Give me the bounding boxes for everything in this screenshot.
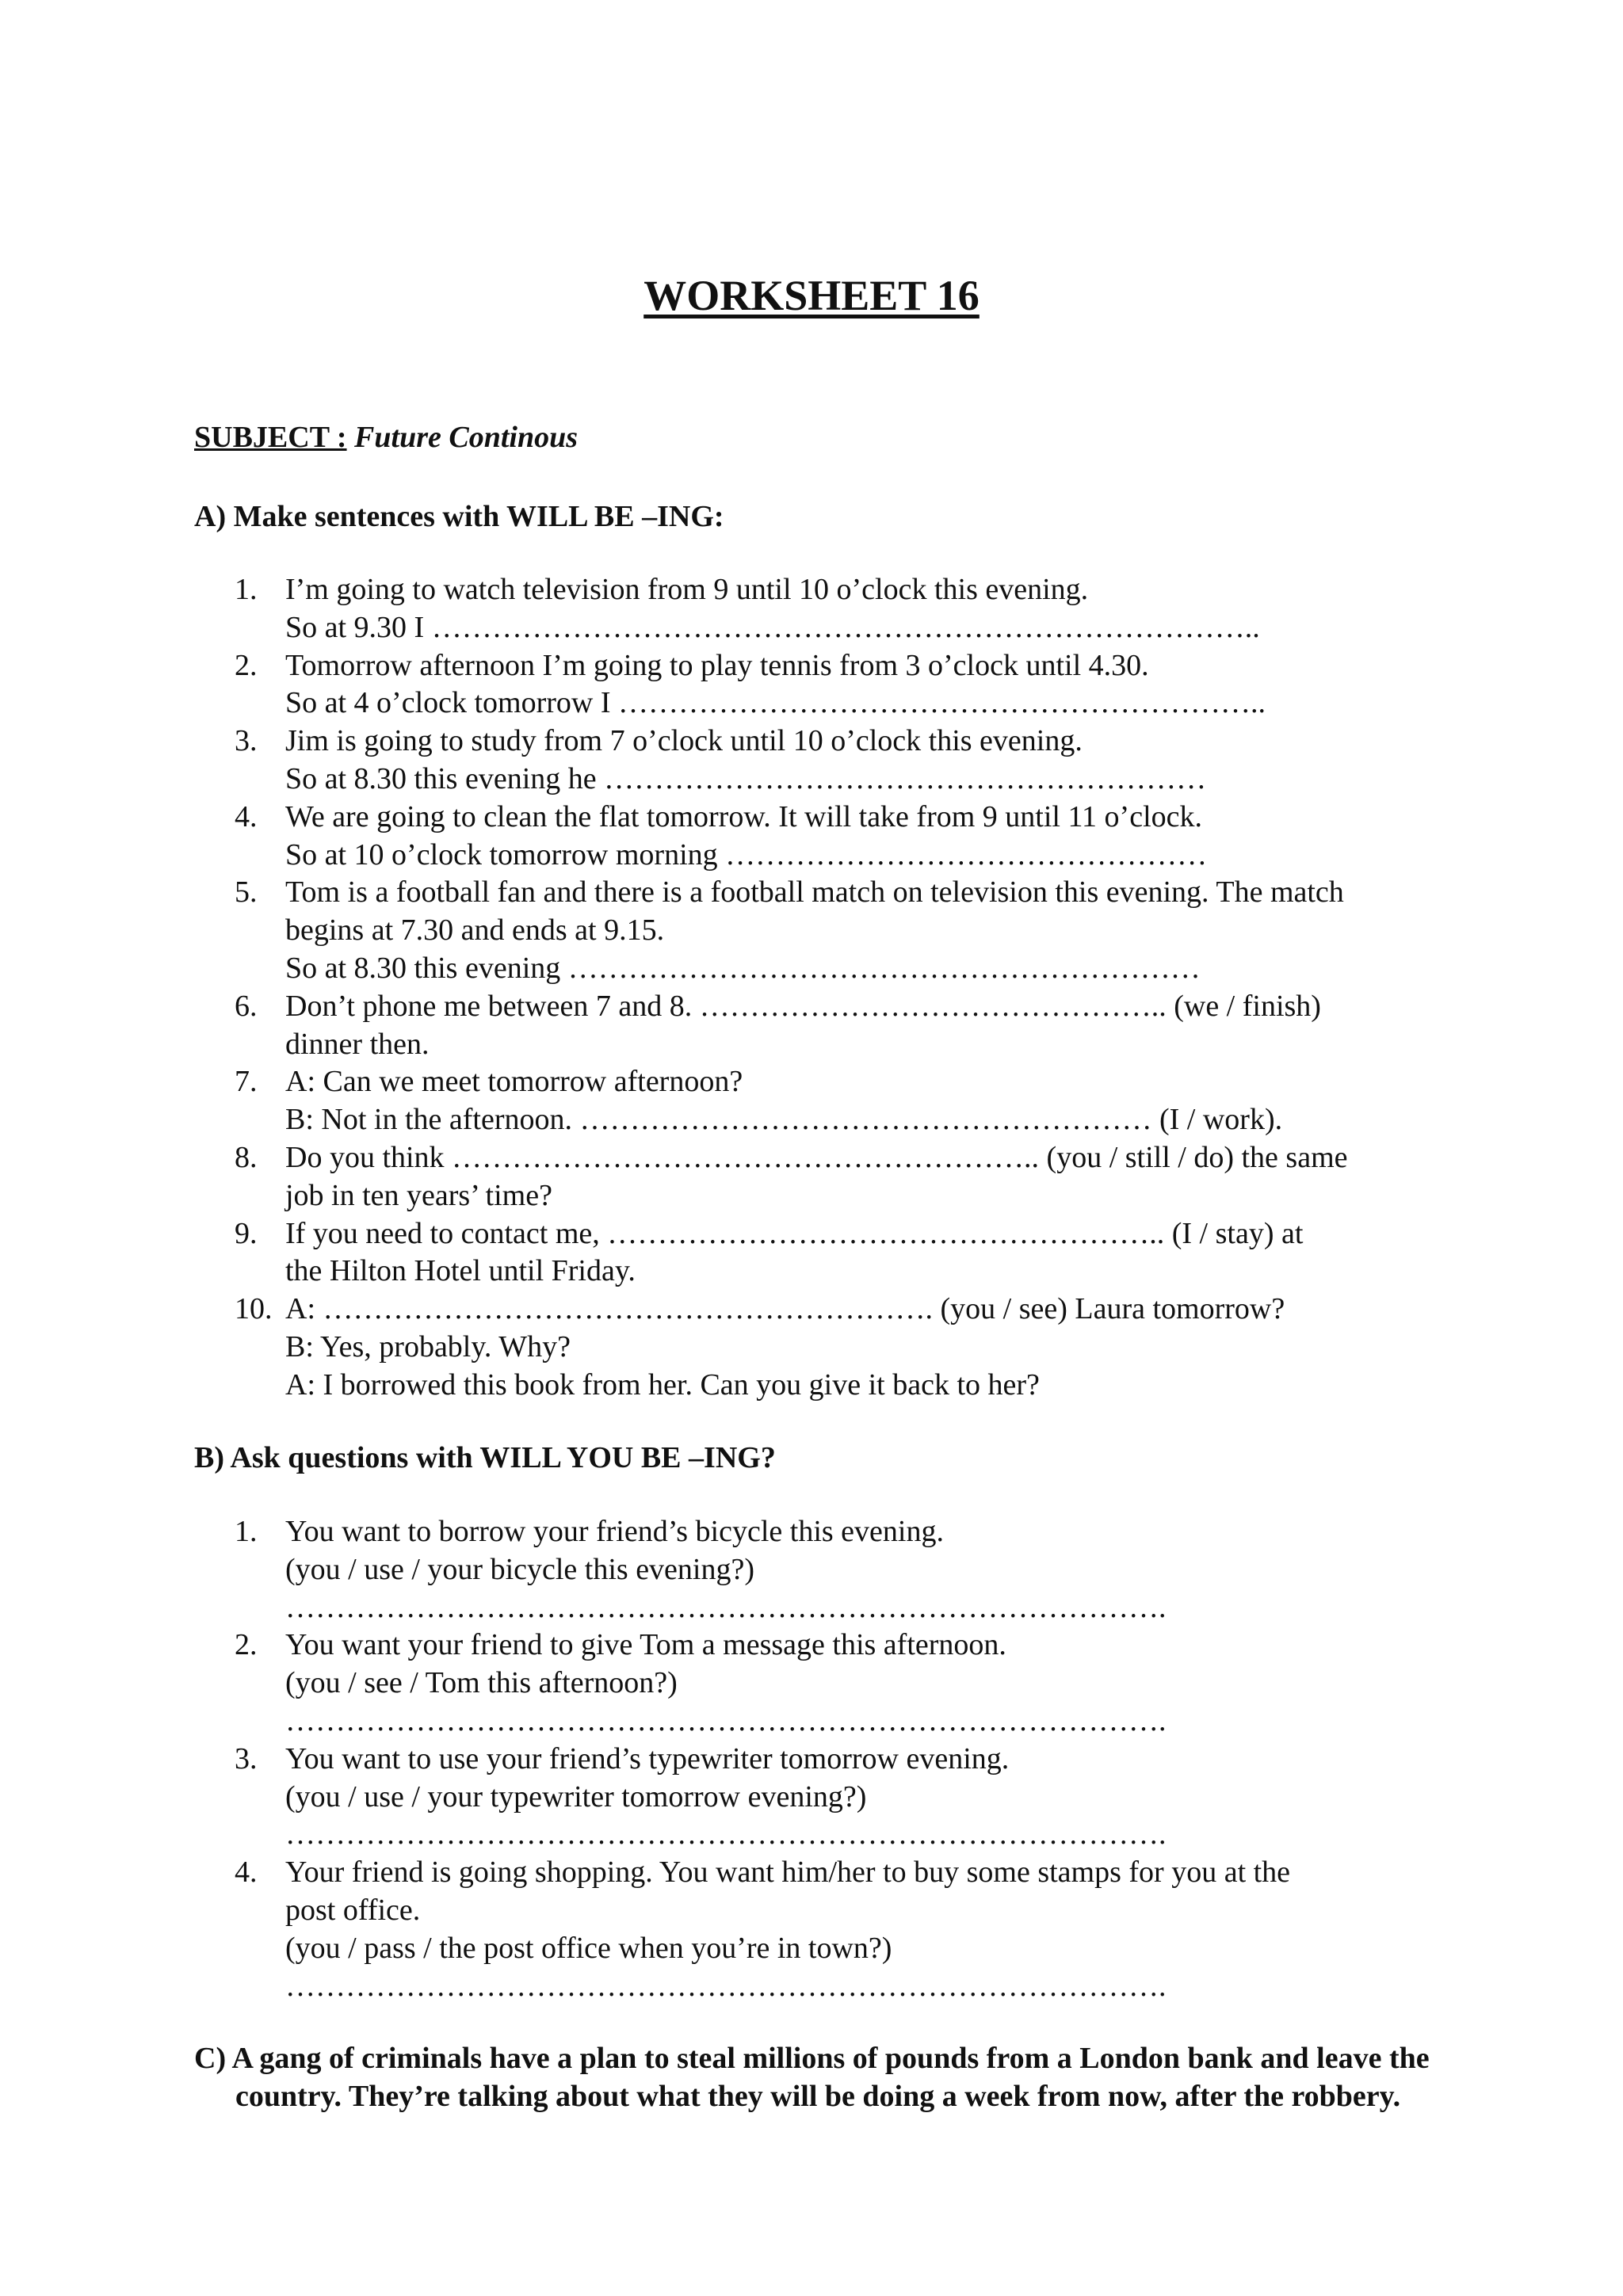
subject-label: SUBJECT : (194, 421, 347, 454)
section-a-heading: A) Make sentences with WILL BE –ING: (194, 500, 724, 533)
section_a-item-number: 7. (235, 1065, 258, 1099)
section_a-item-number: 8. (235, 1140, 258, 1174)
section_a-item-line: We are going to clean the flat tomorrow. It will take from 9 until 11 o’clock. (285, 799, 1202, 833)
section_a-item-line: So at 4 o’clock tomorrow I ……………………………………………………….. (285, 686, 1266, 720)
section_a-item-number: 6. (235, 989, 258, 1023)
section_b-item-line: (you / see / Tom this afternoon?) (285, 1666, 678, 1700)
section_b-item-line: You want your friend to give Tom a message this afternoon. (285, 1628, 1006, 1662)
section-b-list (0, 1513, 1623, 2005)
section_a-item-line: So at 8.30 this evening he …………………………………………………… (285, 761, 1207, 795)
section_b-item (0, 1854, 1482, 2005)
section_a-item-number: 10. (235, 1292, 273, 1326)
section_a-item-line: Tom is a football fan and there is a football match on television this evening. The match (285, 875, 1344, 910)
section-c-heading: C) A gang of criminals have a plan to steal millions of pounds from a London bank and leave the country. They’re talking about what they will be doing a week from now, after the robbery. (194, 2042, 1430, 2113)
section_a-item-number: 9. (235, 1216, 258, 1250)
section_a-item-number: 4. (235, 799, 258, 833)
section_b-item-line: ……………………………………………………………………………. (285, 1817, 1167, 1852)
section_b-item-line: (you / pass / the post office when you’re in town?) (285, 1931, 892, 1965)
section_a-item-line: B: Not in the afternoon. ………………………………………………… (I / work). (285, 1103, 1283, 1137)
section_a-item-number: 3. (235, 724, 258, 758)
section-b-heading: B) Ask questions with WILL YOU BE –ING? (194, 1441, 776, 1474)
section_a-item-line: the Hilton Hotel until Friday. (285, 1254, 636, 1288)
section_a-item (0, 874, 1482, 987)
section_b-item (0, 1741, 1482, 1854)
section_b-item-line: (you / use / your bicycle this evening?) (285, 1552, 755, 1586)
section_a-item-line: Jim is going to study from 7 o’clock until 10 o’clock this evening. (285, 724, 1083, 758)
section_b-item-line: ……………………………………………………………………………. (285, 1590, 1167, 1624)
section_b-item (0, 1513, 1482, 1627)
section_a-item (0, 988, 1482, 1064)
section_a-item-line: B: Yes, probably. Why? (285, 1329, 571, 1363)
section_a-item-line: Do you think ………………………………………………….. (you / still / do) the same (285, 1140, 1348, 1174)
section_a-item-line: So at 8.30 this evening ……………………………………………………… (285, 951, 1201, 985)
section_b-item-number: 3. (235, 1741, 258, 1775)
section_a-item-line: job in ten years’ time? (285, 1178, 552, 1212)
section_b-item-line: Your friend is going shopping. You want him/her to buy some stamps for you at the (285, 1855, 1291, 1890)
page-title: WORKSHEET 16 (643, 272, 980, 319)
section_a-item-line: Tomorrow afternoon I’m going to play tennis from 3 o’clock until 4.30. (285, 648, 1149, 682)
section_b-item-line: You want to borrow your friend’s bicycle this evening. (285, 1515, 944, 1548)
section_a-item-line: So at 10 o’clock tomorrow morning ………………………………………… (285, 837, 1208, 871)
section_b-item-number: 2. (235, 1628, 258, 1662)
section_a-item (0, 723, 1482, 799)
section_b-item-line: ……………………………………………………………………………. (285, 1703, 1167, 1737)
section_b-item-line: You want to use your friend’s typewriter tomorrow evening. (285, 1741, 1010, 1775)
section_a-item (0, 799, 1482, 875)
section_a-item-line: dinner then. (285, 1027, 430, 1061)
section_a-item (0, 1215, 1482, 1291)
section_a-item (0, 647, 1482, 723)
section_a-item-line: A: ……………………………………………………. (you / see) Laura tomorrow? (285, 1292, 1285, 1326)
section_a-item (0, 1063, 1482, 1139)
section_b-item-number: 1. (235, 1515, 258, 1548)
section_a-item (0, 1139, 1482, 1215)
section_a-item-number: 2. (235, 648, 258, 682)
section_a-item-number: 1. (235, 573, 258, 606)
subject-value: Future Continous (354, 421, 579, 454)
subject-line (194, 418, 578, 457)
section_a-item-line: I’m going to watch television from 9 until 10 o’clock this evening. (285, 573, 1089, 606)
section_b-item-line: ……………………………………………………………………………. (285, 1969, 1167, 2003)
section_a-item-line: Don’t phone me between 7 and 8. ……………………………………….. (we / finish) (285, 989, 1321, 1023)
section_a-item-line: If you need to contact me, ……………………………………………….. (I / stay) at (285, 1216, 1304, 1250)
section-a-list (0, 571, 1623, 1405)
section_b-item-number: 4. (235, 1855, 258, 1890)
section_b-item-line: post office. (285, 1893, 421, 1927)
section_a-item (0, 1291, 1482, 1404)
section_a-item-line: So at 9.30 I ……………………………………………………………………….. (285, 610, 1260, 644)
section_a-item-line: begins at 7.30 and ends at 9.15. (285, 913, 665, 948)
section_a-item-number: 5. (235, 875, 258, 910)
section_b-item-line: (you / use / your typewriter tomorrow evening?) (285, 1779, 867, 1814)
section_a-item-line: A: I borrowed this book from her. Can you give it back to her? (285, 1367, 1040, 1402)
section_a-item (0, 571, 1482, 647)
section_b-item (0, 1627, 1482, 1740)
section_a-item-line: A: Can we meet tomorrow afternoon? (285, 1065, 743, 1099)
